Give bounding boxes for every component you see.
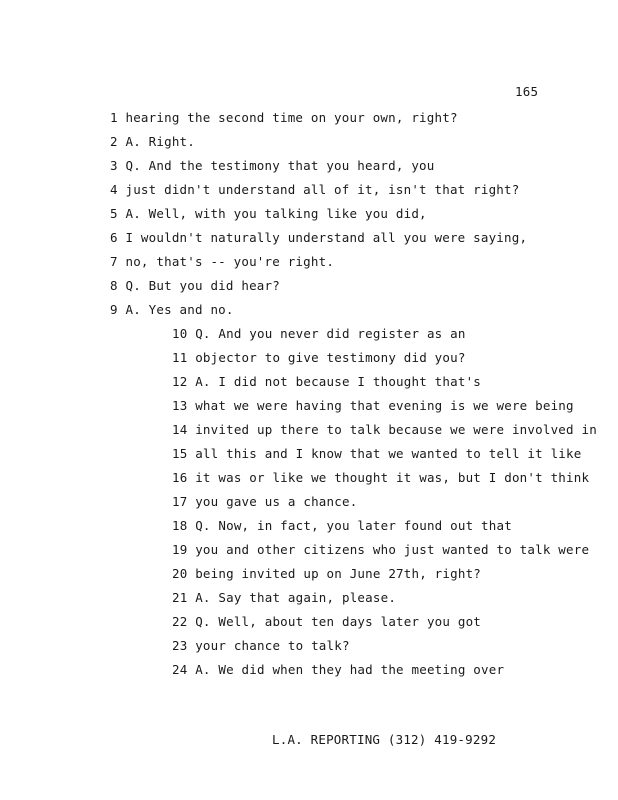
- line-text: A. I did not because I thought that's: [195, 374, 482, 389]
- line-number: 3: [110, 158, 118, 173]
- line-text: all this and I know that we wanted to tell it like: [195, 446, 582, 461]
- line-number: 23: [172, 638, 188, 653]
- line-number: 8: [110, 278, 118, 293]
- line-number: 20: [172, 566, 188, 581]
- transcript-line: [172, 518, 512, 534]
- transcript-line: [172, 422, 597, 438]
- line-text: invited up there to talk because we were involved in: [195, 422, 597, 437]
- transcript-line: [110, 302, 234, 318]
- line-text: A. We did when they had the meeting over: [195, 662, 505, 677]
- line-text: your chance to talk?: [195, 638, 350, 653]
- line-number: 1: [110, 110, 118, 125]
- line-number: 6: [110, 230, 118, 245]
- transcript-line: [172, 638, 350, 654]
- line-text: Q. And you never did register as an: [195, 326, 466, 341]
- line-text: Q. Now, in fact, you later found out that: [195, 518, 512, 533]
- transcript-line: [172, 590, 396, 606]
- line-text: just didn't understand all of it, isn't that right?: [125, 182, 520, 197]
- transcript-line: [110, 206, 427, 222]
- line-number: 22: [172, 614, 188, 629]
- line-number: 11: [172, 350, 188, 365]
- line-text: Q. And the testimony that you heard, you: [125, 158, 435, 173]
- line-text: it was or like we thought it was, but I don't think: [195, 470, 590, 485]
- line-text: A. Well, with you talking like you did,: [125, 206, 427, 221]
- line-number: 4: [110, 182, 118, 197]
- transcript-line: [110, 278, 280, 294]
- transcript-line: [172, 398, 574, 414]
- line-text: being invited up on June 27th, right?: [195, 566, 482, 581]
- page-number: 165: [515, 84, 539, 99]
- line-text: what we were having that evening is we were being: [195, 398, 574, 413]
- line-number: 10: [172, 326, 188, 341]
- line-number: 5: [110, 206, 118, 221]
- line-number: 2: [110, 134, 118, 149]
- line-number: 24: [172, 662, 188, 677]
- line-text: Q. Well, about ten days later you got: [195, 614, 482, 629]
- transcript-line: [110, 182, 519, 198]
- line-number: 7: [110, 254, 118, 269]
- line-text: A. Right.: [125, 134, 195, 149]
- reporter-footer: L.A. REPORTING (312) 419-9292: [272, 732, 497, 747]
- line-number: 19: [172, 542, 188, 557]
- line-number: 17: [172, 494, 188, 509]
- transcript-line: [110, 230, 527, 246]
- line-text: objector to give testimony did you?: [195, 350, 466, 365]
- transcript-line: [110, 158, 435, 174]
- line-text: I wouldn't naturally understand all you were saying,: [125, 230, 528, 245]
- transcript-line: [110, 134, 195, 150]
- line-number: 9: [110, 302, 118, 317]
- line-text: you gave us a chance.: [195, 494, 358, 509]
- transcript-line: [172, 494, 357, 510]
- line-number: 15: [172, 446, 188, 461]
- line-text: hearing the second time on your own, right?: [125, 110, 458, 125]
- transcript-line: [172, 350, 466, 366]
- transcript-line: [172, 326, 466, 342]
- transcript-line: [172, 614, 481, 630]
- transcript-line: [172, 446, 581, 462]
- transcript-line: [110, 110, 458, 126]
- line-number: 16: [172, 470, 188, 485]
- transcript-line: [172, 470, 589, 486]
- transcript-line: [172, 374, 481, 390]
- line-number: 14: [172, 422, 188, 437]
- line-number: 12: [172, 374, 188, 389]
- line-text: you and other citizens who just wanted to talk were: [195, 542, 590, 557]
- line-text: A. Yes and no.: [125, 302, 234, 317]
- transcript-line: [172, 662, 504, 678]
- transcript-line: [172, 566, 481, 582]
- line-number: 18: [172, 518, 188, 533]
- line-text: no, that's -- you're right.: [125, 254, 335, 269]
- line-number: 13: [172, 398, 188, 413]
- transcript-line: [172, 542, 589, 558]
- transcript-line: [110, 254, 334, 270]
- line-number: 21: [172, 590, 188, 605]
- line-text: Q. But you did hear?: [125, 278, 280, 293]
- line-text: A. Say that again, please.: [195, 590, 397, 605]
